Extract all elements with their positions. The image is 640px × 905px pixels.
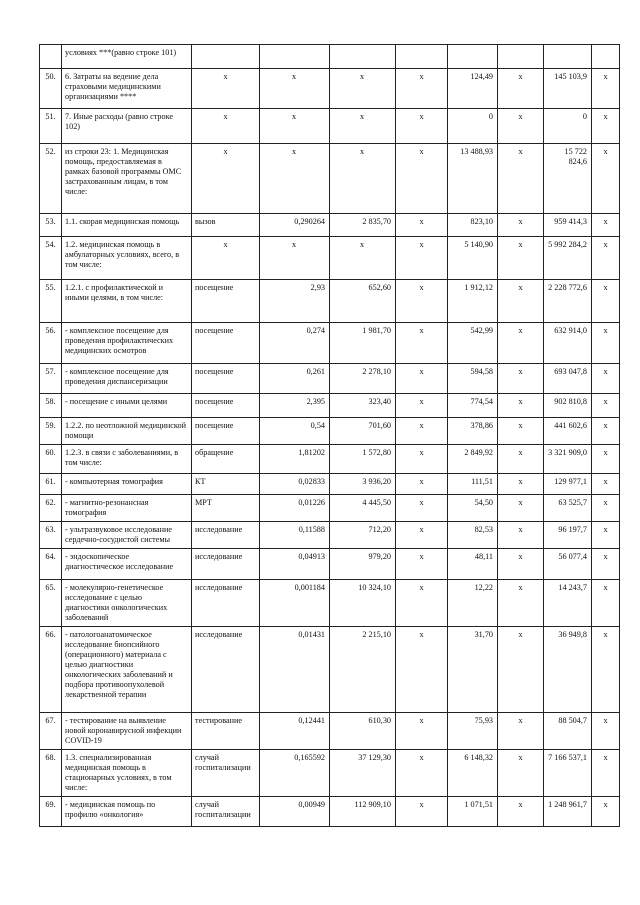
per-capita-norm: 1 912,12 (448, 280, 498, 323)
table-row (40, 214, 620, 237)
row-name: 6. Затраты на ведение дела страховыми медицинскими организациями **** (62, 69, 192, 109)
col-x-3: x (592, 549, 620, 580)
total-sum: 693 047,8 (544, 364, 592, 394)
row-name: - комплексное посещение для проведения профилактических медицинских осмотров (62, 323, 192, 364)
col-x-2 (498, 45, 544, 69)
row-number: 66. (40, 627, 62, 713)
total-sum: 5 992 284,2 (544, 237, 592, 280)
col-x-2: x (498, 713, 544, 750)
table-row (40, 627, 620, 713)
cost-per-unit: x (330, 69, 396, 109)
unit-cell: x (192, 109, 260, 144)
cost-per-unit: 712,20 (330, 522, 396, 549)
per-capita-norm: 594,58 (448, 364, 498, 394)
total-sum: 3 321 909,0 (544, 445, 592, 474)
unit-cell: исследование (192, 627, 260, 713)
table-row (40, 280, 620, 323)
row-number: 55. (40, 280, 62, 323)
total-sum: 14 243,7 (544, 580, 592, 627)
unit-cell: посещение (192, 394, 260, 418)
volume-per-person: x (260, 109, 330, 144)
table-row (40, 713, 620, 750)
col-x-3: x (592, 69, 620, 109)
cost-per-unit: 979,20 (330, 549, 396, 580)
volume-per-person: 0,04913 (260, 549, 330, 580)
volume-per-person: 0,274 (260, 323, 330, 364)
total-sum: 36 949,8 (544, 627, 592, 713)
row-number: 68. (40, 750, 62, 797)
per-capita-norm: 124,49 (448, 69, 498, 109)
unit-cell: исследование (192, 549, 260, 580)
unit-cell: посещение (192, 280, 260, 323)
col-x-3: x (592, 323, 620, 364)
unit-cell: посещение (192, 418, 260, 445)
row-name: 1.2.3. в связи с заболеваниями, в том числе: (62, 445, 192, 474)
unit-cell: КТ (192, 474, 260, 495)
col-x-1: x (396, 280, 448, 323)
col-x-1: x (396, 109, 448, 144)
table-row (40, 495, 620, 522)
per-capita-norm: 0 (448, 109, 498, 144)
per-capita-norm: 5 140,90 (448, 237, 498, 280)
cost-per-unit: 2 215,10 (330, 627, 396, 713)
volume-per-person: 0,02833 (260, 474, 330, 495)
row-number: 59. (40, 418, 62, 445)
table-row (40, 364, 620, 394)
table-row (40, 144, 620, 214)
unit-cell: посещение (192, 364, 260, 394)
col-x-1: x (396, 144, 448, 214)
table-body (40, 45, 620, 827)
col-x-3: x (592, 797, 620, 827)
volume-per-person: 0,12441 (260, 713, 330, 750)
col-x-1: x (396, 214, 448, 237)
table-row (40, 418, 620, 445)
per-capita-norm: 54,50 (448, 495, 498, 522)
total-sum: 7 166 537,1 (544, 750, 592, 797)
per-capita-norm: 378,86 (448, 418, 498, 445)
table-row (40, 797, 620, 827)
row-number: 52. (40, 144, 62, 214)
row-name: - эндоскопическое диагностическое исследование (62, 549, 192, 580)
table-row (40, 580, 620, 627)
col-x-3 (592, 45, 620, 69)
col-x-3: x (592, 280, 620, 323)
col-x-1: x (396, 580, 448, 627)
cost-per-unit: 323,40 (330, 394, 396, 418)
total-sum: 1 248 961,7 (544, 797, 592, 827)
cost-per-unit: 10 324,10 (330, 580, 396, 627)
unit-cell: МРТ (192, 495, 260, 522)
col-x-1: x (396, 549, 448, 580)
total-sum: 96 197,7 (544, 522, 592, 549)
per-capita-norm: 31,70 (448, 627, 498, 713)
cost-per-unit: x (330, 237, 396, 280)
row-number: 57. (40, 364, 62, 394)
volume-per-person: 0,165592 (260, 750, 330, 797)
per-capita-norm: 774,54 (448, 394, 498, 418)
col-x-2: x (498, 522, 544, 549)
unit-cell: x (192, 144, 260, 214)
table-row (40, 474, 620, 495)
col-x-2: x (498, 69, 544, 109)
unit-cell: исследование (192, 522, 260, 549)
volume-per-person: 0,01431 (260, 627, 330, 713)
cost-per-unit: 610,30 (330, 713, 396, 750)
per-capita-norm: 82,53 (448, 522, 498, 549)
col-x-2: x (498, 214, 544, 237)
row-name: - тестирование на выявление новой коронавирусной инфекции COVID-19 (62, 713, 192, 750)
row-name: - патологоанатомическое исследование биопсийного (операционного) материала с целью диагностики онкологических заболеваний и подбора противоопухолевой лекарственной терапии (62, 627, 192, 713)
volume-per-person: 0,001184 (260, 580, 330, 627)
total-sum: 902 810,8 (544, 394, 592, 418)
unit-cell: x (192, 69, 260, 109)
table-row (40, 549, 620, 580)
row-name: 7. Иные расходы (равно строке 102) (62, 109, 192, 144)
col-x-1: x (396, 495, 448, 522)
col-x-1: x (396, 750, 448, 797)
col-x-2: x (498, 323, 544, 364)
col-x-1: x (396, 627, 448, 713)
per-capita-norm: 1 071,51 (448, 797, 498, 827)
table-row (40, 45, 620, 69)
per-capita-norm: 111,51 (448, 474, 498, 495)
per-capita-norm: 75,93 (448, 713, 498, 750)
row-name: - комплексное посещение для проведения диспансеризации (62, 364, 192, 394)
row-number: 65. (40, 580, 62, 627)
col-x-2: x (498, 549, 544, 580)
col-x-1: x (396, 797, 448, 827)
col-x-2: x (498, 144, 544, 214)
table-row (40, 750, 620, 797)
col-x-1: x (396, 522, 448, 549)
volume-per-person: 0,01226 (260, 495, 330, 522)
volume-per-person (260, 45, 330, 69)
row-name: 1.2. медицинская помощь в амбулаторных условиях, всего, в том числе: (62, 237, 192, 280)
table-row (40, 394, 620, 418)
volume-per-person: 0,54 (260, 418, 330, 445)
total-sum (544, 45, 592, 69)
col-x-1: x (396, 394, 448, 418)
col-x-1: x (396, 418, 448, 445)
row-number: 56. (40, 323, 62, 364)
table-row (40, 237, 620, 280)
row-number: 51. (40, 109, 62, 144)
cost-per-unit: 701,60 (330, 418, 396, 445)
col-x-1: x (396, 323, 448, 364)
col-x-1: x (396, 237, 448, 280)
col-x-3: x (592, 214, 620, 237)
cost-per-unit: 3 936,20 (330, 474, 396, 495)
financing-table (39, 44, 620, 827)
cost-per-unit: 112 909,10 (330, 797, 396, 827)
total-sum: 2 228 772,6 (544, 280, 592, 323)
total-sum: 959 414,3 (544, 214, 592, 237)
col-x-2: x (498, 445, 544, 474)
cost-per-unit: 2 278,10 (330, 364, 396, 394)
total-sum: 129 977,1 (544, 474, 592, 495)
total-sum: 441 602,6 (544, 418, 592, 445)
cost-per-unit: 37 129,30 (330, 750, 396, 797)
per-capita-norm (448, 45, 498, 69)
per-capita-norm: 12,22 (448, 580, 498, 627)
volume-per-person: x (260, 144, 330, 214)
col-x-2: x (498, 280, 544, 323)
col-x-3: x (592, 394, 620, 418)
total-sum: 63 525,7 (544, 495, 592, 522)
unit-cell: вызов (192, 214, 260, 237)
per-capita-norm: 542,99 (448, 323, 498, 364)
col-x-2: x (498, 237, 544, 280)
volume-per-person: 2,93 (260, 280, 330, 323)
col-x-2: x (498, 474, 544, 495)
row-name: из строки 23: 1. Медицинская помощь, предоставляемая в рамках базовой программы ОМС застрахованным лицам, в том числе: (62, 144, 192, 214)
col-x-2: x (498, 394, 544, 418)
total-sum: 88 504,7 (544, 713, 592, 750)
col-x-3: x (592, 495, 620, 522)
row-number: 54. (40, 237, 62, 280)
col-x-3: x (592, 522, 620, 549)
cost-per-unit (330, 45, 396, 69)
row-number: 63. (40, 522, 62, 549)
volume-per-person: 2,395 (260, 394, 330, 418)
col-x-1 (396, 45, 448, 69)
table-row (40, 323, 620, 364)
col-x-3: x (592, 418, 620, 445)
table-row (40, 445, 620, 474)
col-x-1: x (396, 69, 448, 109)
per-capita-norm: 823,10 (448, 214, 498, 237)
volume-per-person: x (260, 237, 330, 280)
row-number: 67. (40, 713, 62, 750)
row-number: 60. (40, 445, 62, 474)
unit-cell: обращение (192, 445, 260, 474)
row-name: 1.2.1. с профилактической и иными целями, в том числе: (62, 280, 192, 323)
row-name: 1.3. специализированная медицинская помощь в стационарных условиях, в том числе: (62, 750, 192, 797)
col-x-3: x (592, 580, 620, 627)
unit-cell (192, 45, 260, 69)
volume-per-person: 0,11588 (260, 522, 330, 549)
per-capita-norm: 48,11 (448, 549, 498, 580)
total-sum: 632 914,0 (544, 323, 592, 364)
row-name: 1.1. скорая медицинская помощь (62, 214, 192, 237)
col-x-2: x (498, 797, 544, 827)
row-name: - молекулярно-генетическое исследование с целью диагностики онкологических заболеваний (62, 580, 192, 627)
col-x-2: x (498, 109, 544, 144)
row-number: 62. (40, 495, 62, 522)
col-x-3: x (592, 750, 620, 797)
row-name: - магнитно-резонансная томография (62, 495, 192, 522)
cost-per-unit: x (330, 109, 396, 144)
unit-cell: исследование (192, 580, 260, 627)
col-x-3: x (592, 144, 620, 214)
row-name: - медицинская помощь по профилю «онкология» (62, 797, 192, 827)
table-row (40, 109, 620, 144)
row-number (40, 45, 62, 69)
per-capita-norm: 2 849,92 (448, 445, 498, 474)
unit-cell: посещение (192, 323, 260, 364)
volume-per-person: 0,00949 (260, 797, 330, 827)
row-number: 53. (40, 214, 62, 237)
col-x-2: x (498, 750, 544, 797)
row-name: условиях ***(равно строке 101) (62, 45, 192, 69)
cost-per-unit: 4 445,50 (330, 495, 396, 522)
cost-per-unit: x (330, 144, 396, 214)
col-x-3: x (592, 237, 620, 280)
col-x-3: x (592, 109, 620, 144)
cost-per-unit: 652,60 (330, 280, 396, 323)
row-number: 61. (40, 474, 62, 495)
col-x-3: x (592, 713, 620, 750)
col-x-3: x (592, 364, 620, 394)
table-row (40, 522, 620, 549)
col-x-2: x (498, 495, 544, 522)
per-capita-norm: 13 488,93 (448, 144, 498, 214)
total-sum: 56 077,4 (544, 549, 592, 580)
volume-per-person: 0,290264 (260, 214, 330, 237)
total-sum: 0 (544, 109, 592, 144)
cost-per-unit: 1 981,70 (330, 323, 396, 364)
col-x-3: x (592, 627, 620, 713)
volume-per-person: 0,261 (260, 364, 330, 394)
row-number: 58. (40, 394, 62, 418)
unit-cell: случай госпитализации (192, 797, 260, 827)
row-name: 1.2.2. по неотложной медицинской помощи (62, 418, 192, 445)
row-number: 69. (40, 797, 62, 827)
unit-cell: тестирование (192, 713, 260, 750)
col-x-1: x (396, 364, 448, 394)
volume-per-person: x (260, 69, 330, 109)
volume-per-person: 1,81202 (260, 445, 330, 474)
total-sum: 145 103,9 (544, 69, 592, 109)
col-x-1: x (396, 445, 448, 474)
col-x-3: x (592, 445, 620, 474)
unit-cell: случай госпитализации (192, 750, 260, 797)
col-x-2: x (498, 627, 544, 713)
unit-cell: x (192, 237, 260, 280)
table-row (40, 69, 620, 109)
row-number: 64. (40, 549, 62, 580)
row-number: 50. (40, 69, 62, 109)
total-sum: 15 722 824,6 (544, 144, 592, 214)
row-name: - компьютерная томография (62, 474, 192, 495)
col-x-2: x (498, 580, 544, 627)
row-name: - ультразвуковое исследование сердечно-сосудистой системы (62, 522, 192, 549)
cost-per-unit: 1 572,80 (330, 445, 396, 474)
col-x-1: x (396, 474, 448, 495)
col-x-1: x (396, 713, 448, 750)
per-capita-norm: 6 148,32 (448, 750, 498, 797)
col-x-3: x (592, 474, 620, 495)
cost-per-unit: 2 835,70 (330, 214, 396, 237)
row-name: - посещение с иными целями (62, 394, 192, 418)
col-x-2: x (498, 364, 544, 394)
col-x-2: x (498, 418, 544, 445)
